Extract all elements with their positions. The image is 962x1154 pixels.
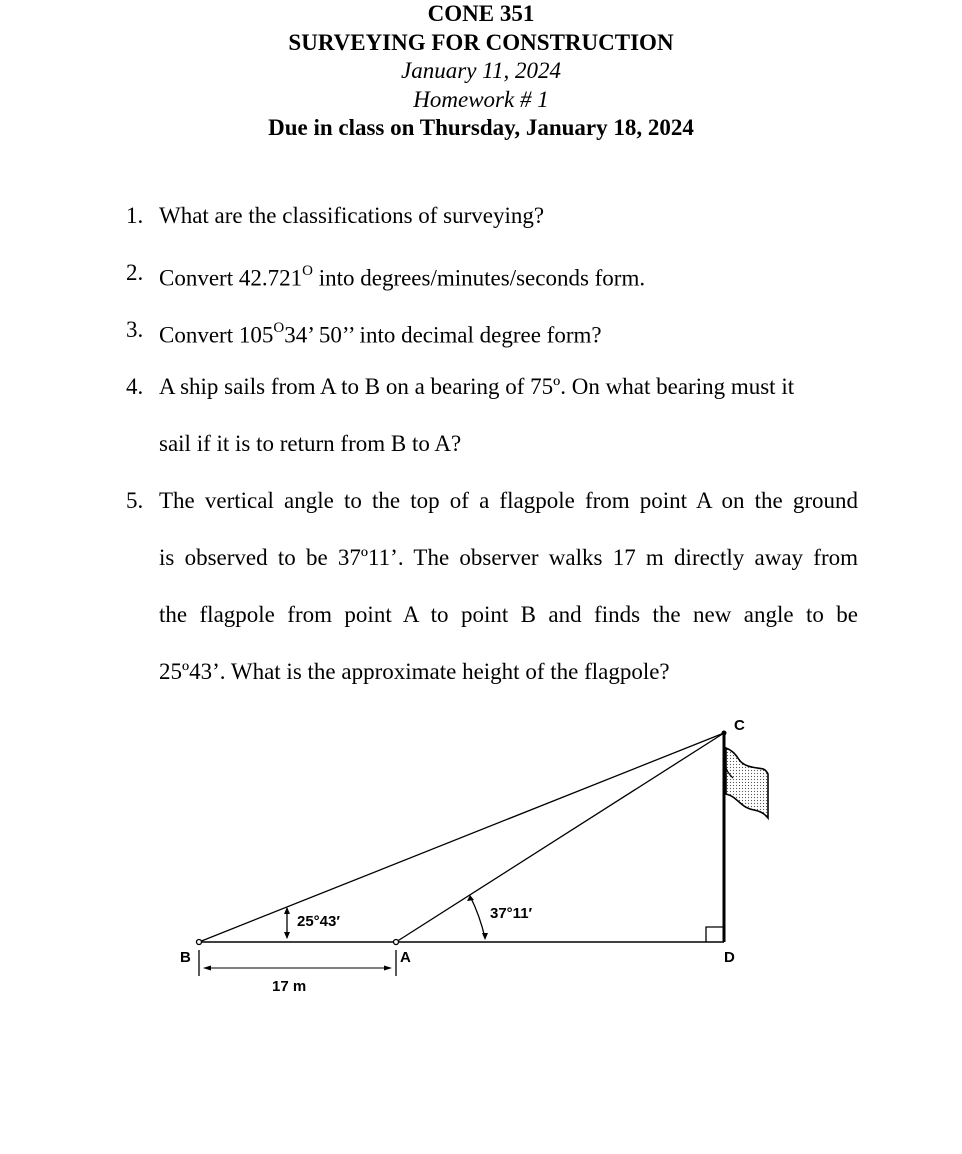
homework-title: Homework # 1 (413, 86, 549, 112)
right-angle-mark (706, 927, 724, 942)
question-text: What are the classifications of surveying? (159, 203, 545, 228)
point-c-marker (722, 731, 727, 736)
question-text: The vertical angle to the top of a flagpole from point A on the ground (159, 488, 858, 513)
assignment-date: January 11, 2024 (401, 58, 561, 83)
label-d: D (724, 949, 735, 966)
question-number: 3. (126, 317, 144, 342)
due-date: Due in class on Thursday, January 18, 2024 (268, 115, 694, 140)
angle-a-arc (470, 896, 485, 938)
distance-label: 17 m (272, 978, 307, 995)
sight-line-a-to-c (396, 733, 724, 942)
angle-b-label: 25°43′ (297, 913, 340, 930)
question-text: the flagpole from point A to point B and finds the new angle to be (159, 602, 858, 627)
dimension-arrow-left (203, 966, 211, 971)
question-text: A ship sails from A to B on a bearing of 75º. On what bearing must it (159, 374, 795, 399)
label-c: C (734, 717, 745, 734)
course-code: CONE 351 (427, 1, 535, 26)
question-text: Convert $42.721^O$ into degrees/minutes/seconds form. (159, 263, 646, 291)
dimension-arrow-right (384, 966, 392, 971)
question-text: is observed to be 37º11’. The observer walks 17 m directly away from (159, 545, 858, 570)
question-number: 2. (126, 260, 144, 285)
angle-b-arrowhead-down (284, 932, 290, 939)
point-b-marker (197, 940, 202, 945)
angle-a-label: 37°11′ (490, 905, 533, 922)
question-number: 1. (126, 203, 144, 228)
flagpole-diagram (0, 700, 962, 1040)
question-text: Convert $105^O34$’ 50’’ into decimal degree form? (159, 320, 602, 348)
point-a-marker (394, 940, 399, 945)
label-a: A (400, 949, 411, 966)
question-number: 5. (126, 488, 144, 513)
sight-line-b-to-c (199, 733, 724, 942)
angle-a-arrowhead-down (482, 933, 488, 940)
question-text: sail if it is to return from B to A? (159, 431, 462, 456)
flag (726, 748, 768, 818)
document-header (0, 0, 962, 143)
question-text: 25º43’. What is the approximate height of the flagpole? (159, 659, 670, 684)
course-title: SURVEYING FOR CONSTRUCTION (288, 29, 674, 55)
label-b: B (180, 949, 191, 966)
question-number: 4. (126, 374, 144, 399)
